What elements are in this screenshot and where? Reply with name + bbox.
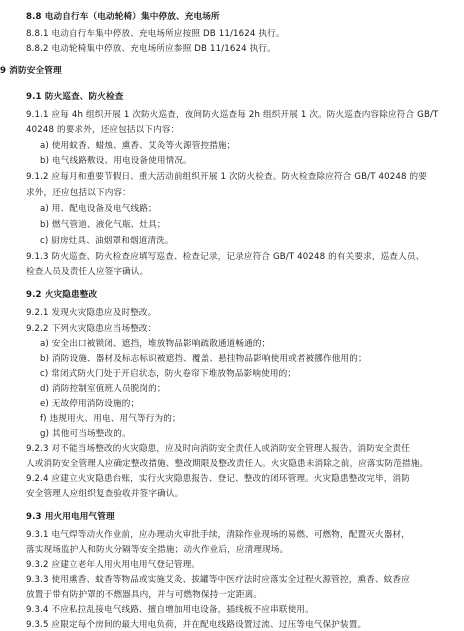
text-line: b) 燃气管道、液化气瓶、灶具； [40,220,166,230]
text-line: 检查人员及责任人应签字确认。 [26,267,149,277]
text-line: 9.3.2 应建立老年人用火用电用气登记管理。 [26,560,201,570]
section-heading: 9.2 火灾隐患整改 [26,290,98,300]
text-line: a) 使用蚊香、蜡烛、熏香、艾灸等火源管控措施； [40,141,236,151]
text-line: b) 电气线路敷设、用电设备使用情况。 [40,156,192,166]
text-line: f) 违规用火、用电、用气等行为的； [40,414,181,424]
text-line: 9.3.5 应限定每个房间的最大用电负荷，并在配电线路设置过流、过压等电气保护装置。 [26,620,367,630]
text-line: 9.2.4 应建立火灾隐患台账，实行火灾隐患报告、登记、整改的闭环管理。火灾隐患整改完毕，消防 [26,474,410,484]
text-line: 9.3.4 不应私拉乱接电气线路、擅自增加用电设备，插线板不应串联使用。 [26,605,314,615]
text-line: c) 常闭式防火门处于开启状态，防火卷帘下堆放物品影响使用的； [40,369,297,379]
text-line: e) 无故停用消防设施的； [40,399,140,409]
section-heading: 9 消防安全管理 [0,66,62,76]
text-line: d) 消防控制室值班人员脱岗的； [40,384,166,394]
text-line: 9.2.2 下列火灾隐患应当场整改： [26,324,157,334]
text-line: 人或消防安全管理人应确定整改措施、整改期限及整改责任人。火灾隐患未消除之前，应落实防范措施。 [26,459,429,469]
text-line: 放置于带有防护罩的不燃器具内，并与可燃物保持一定距离。 [26,590,263,600]
text-line: 40248 的要求外，还应包括以下内容： [26,125,180,135]
text-line: 9.1.2 应每月和重要节假日、重大活动前组织开展 1 次防火检查。防火检查除应符合 GB/T 40248 的要 [26,172,427,182]
text-line: 9.1.1 应每 4h 组织开展 1 次防火巡查，夜间防火巡查每 2h 组织开展 1 次。防火巡查内容除应符合 GB/T [26,110,439,120]
text-line: a) 安全出口被锁闭、遮挡，堆放物品影响疏散通道畅通的； [40,339,271,349]
text-line: 9.2.3 对不能当场整改的火灾隐患，应及时向消防安全责任人或消防安全管理人报告，消防安全责任 [26,444,410,454]
section-heading: 9.1 防火巡查、防火检查 [26,92,124,102]
text-line: 9.1.3 防火巡查、防火检查应填写巡查、检查记录，记录应符合 GB/T 40248 的有关要求，巡查人员、 [26,252,425,262]
section-heading: 9.3 用火用电用气管理 [26,512,115,522]
text-line: a) 用、配电设备及电气线路； [40,204,157,214]
text-line: 9.3.3 使用熏香、蚊香等物品或实施艾灸、拔罐等中医疗法时应落实全过程火源管控，熏香、蚊香应 [26,575,410,585]
text-line: 9.3.1 电气焊等动火作业前，应办理动火审批手续，清除作业现场的易燃、可燃物，配置灭火器材， [26,530,410,540]
text-line: 安全管理人应组织复查验收并签字确认。 [26,489,184,499]
section-heading: 8.8 电动自行车（电动轮椅）集中停放、充电场所 [26,12,220,22]
text-line: 落实现场监护人和防火分隔等安全措施；动火作业后，应清理现场。 [26,545,289,555]
text-line: 求外，还应包括以下内容： [26,188,131,198]
text-line: g) 其他可当场整改的。 [40,429,131,439]
text-line: 9.2.1 发现火灾隐患应及时整改。 [26,308,157,318]
text-line: c) 厨房灶具、油烟罩和烟道清洗。 [40,236,174,246]
text-line: 8.8.1 电动自行车集中停放、充电场所应按照 DB 11/1624 执行。 [26,29,285,39]
text-line: 8.8.2 电动轮椅集中停放、充电场所应参照 DB 11/1624 执行。 [26,44,276,54]
text-line: b) 消防设施、器材及标志标识被遮挡、覆盖、悬挂物品影响使用或者被挪作他用的； [40,354,367,364]
